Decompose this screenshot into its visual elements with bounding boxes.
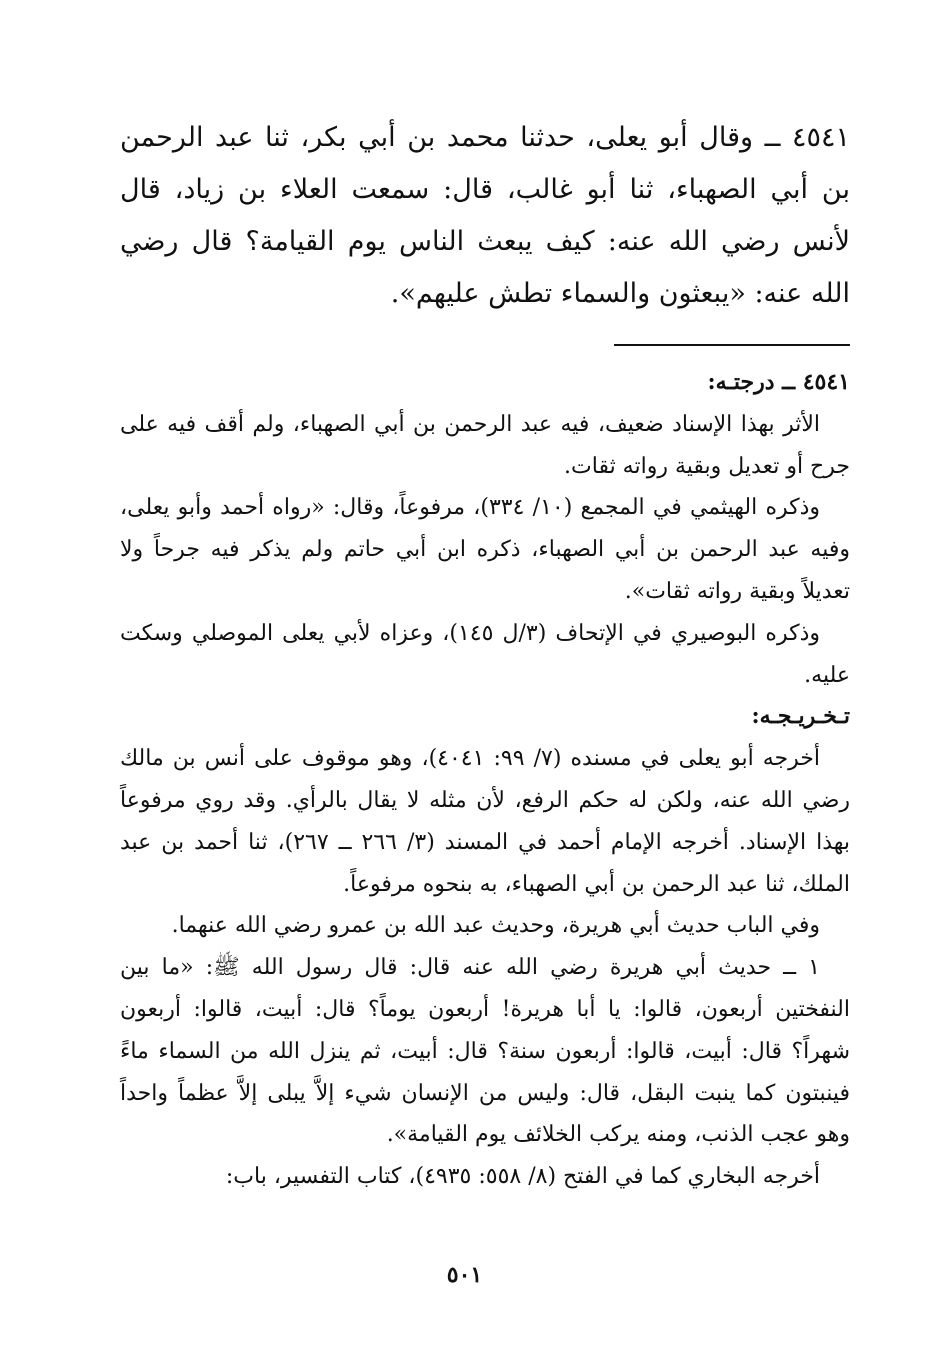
footnotes-section — [120, 362, 850, 1198]
grade-paragraph-1: الأثر بهذا الإسناد ضعيف، فيه عبد الرحمن بن أبي الصهباء، ولم أقف فيه على جرح أو تعديل وبقية رواته ثقات. — [120, 411, 850, 479]
grade-paragraph-3: وذكره البوصيري في الإتحاف (٣/ل ١٤٥)، وعزاه لأبي يعلى الموصلي وسكت عليه. — [120, 620, 850, 688]
page-number: ٥٠١ — [446, 1262, 483, 1288]
takhrij-heading: تـخـريـجـه: — [751, 703, 850, 730]
takhrij-paragraph-1: أخرجه أبو يعلى في مسنده (٧/ ٩٩: ٤٠٤١)، وهو موقوف على أنس بن مالك رضي الله عنه، ولكن له حكم الرفع، لأن مثله لا يقال بالرأي. وقد روي مرفوعاً بهذا الإسناد. أخرجه الإمام أحمد في المسند (٣/ ٢٦٦ ــ ٢٦٧)، ثنا أحمد بن عبد الملك، ثنا عبد الرحمن بن أبي الصهباء، به بنحوه مرفوعاً. — [120, 746, 851, 897]
footnote-divider — [614, 344, 850, 346]
takhrij-paragraph-4: أخرجه البخاري كما في الفتح (٨/ ٥٥٨: ٤٩٣٥)، كتاب التفسير، باب: — [225, 1164, 820, 1190]
takhrij-paragraph-2: وفي الباب حديث أبي هريرة، وحديث عبد الله بن عمرو رضي الله عنهما. — [171, 913, 820, 939]
takhrij-paragraph-3: ١ ــ حديث أبي هريرة رضي الله عنه قال: قال رسول الله ﷺ: «ما بين النفختين أربعون، قالوا: يا أبا هريرة! أربعون يوماً؟ قال: أبيت، قالوا: أربعون شهراً؟ قال: أبيت، قالوا: أربعون سنة؟ قال: أبيت، ثم ينزل الله من السماء ماءً فينبتون كما ينبت البقل، قال: وليس من الإنسان شيء إلاَّ يبلى إلاَّ عظماً واحداً وهو عجب الذنب، ومنه يركب الخلائف يوم القيامة». — [120, 955, 850, 1148]
main-text-paragraph: ٤٥٤١ ــ وقال أبو يعلى، حدثنا محمد بن أبي بكر، ثنا عبد الرحمن بن أبي الصهباء، ثنا أبو غالب، قال: سمعت العلاء بن زياد، قال لأنس رضي الله عنه: كيف يبعث الناس يوم القيامة؟ قال رضي الله عنه: «يبعثون والسماء تطش عليهم». — [120, 122, 850, 309]
grade-heading: ٤٥٤١ ــ درجتـه: — [707, 369, 850, 395]
grade-paragraph-2: وذكره الهيثمي في المجمع (١٠/ ٣٣٤)، مرفوعاً، وقال: «رواه أحمد وأبو يعلى، وفيه عبد الرحمن بن أبي الصهباء، ذكره ابن أبي حاتم ولم يذكر فيه جرحاً ولا تعديلاً وبقية رواته ثقات». — [120, 495, 850, 604]
